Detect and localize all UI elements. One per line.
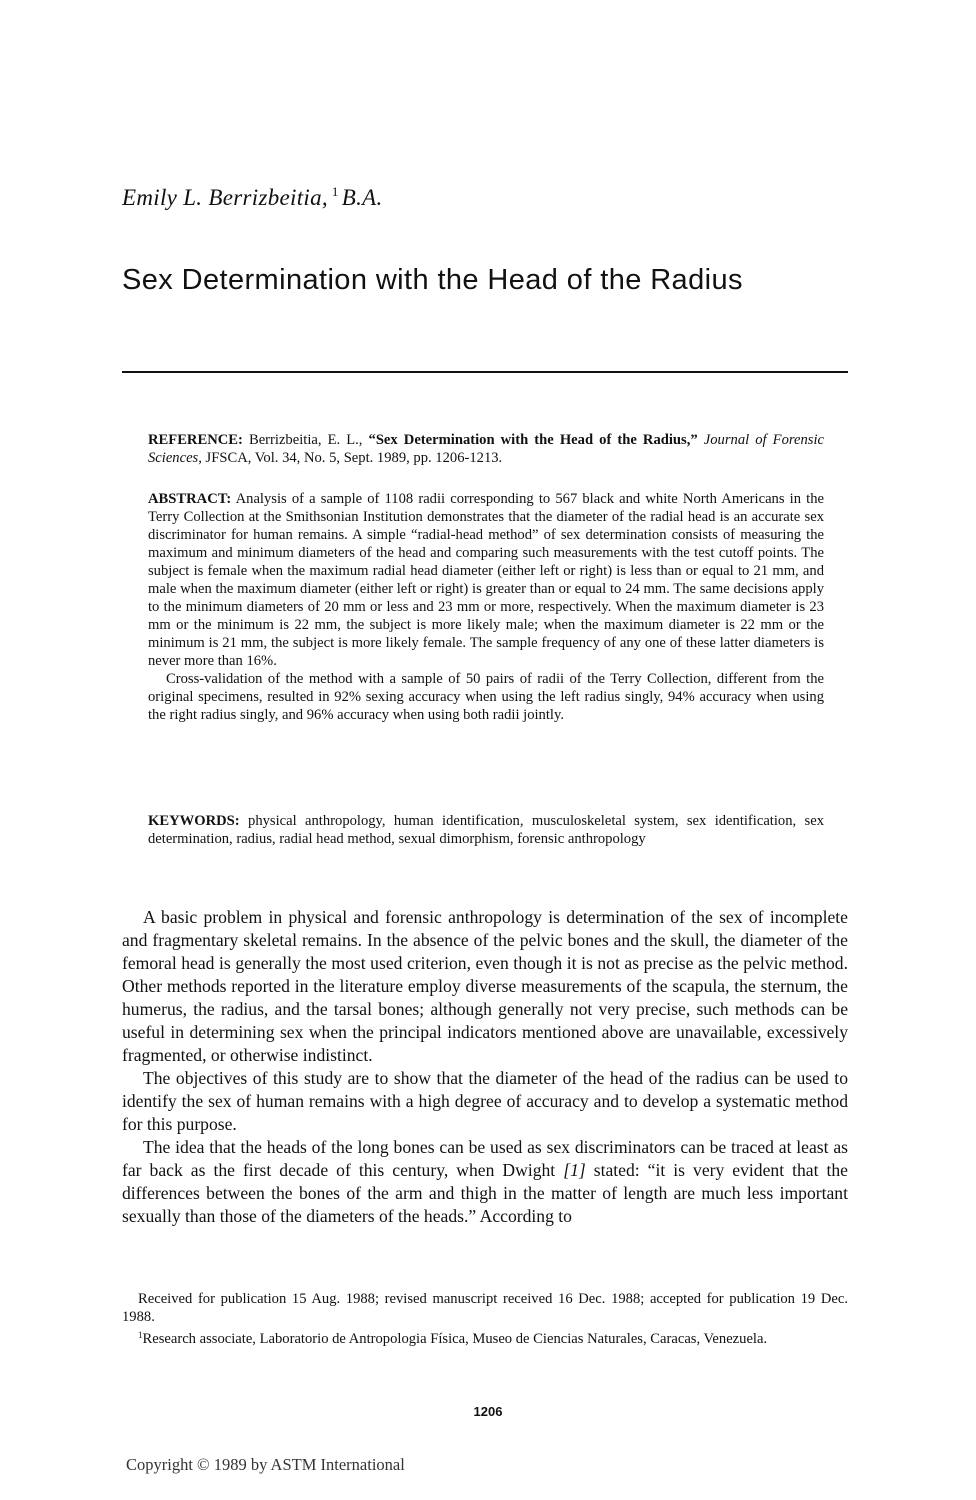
keywords-text: physical anthropology, human identification, musculoskeletal system, sex identification, sex determination, radius, radial head method, sexual dimorphism, forensic anthropology [148,813,824,847]
author-degree: B.A. [341,185,383,210]
copyright-notice: Copyright © 1989 by ASTM International [126,1455,405,1474]
footnote-affiliation: Research associate, Laboratorio de Antropologia Física, Museo de Ciencias Naturales, Caracas, Venezuela. [142,1331,768,1347]
reference-block [148,431,824,467]
title-divider [122,371,848,373]
author-line [122,184,383,211]
body-paragraph-3-start: The idea that the heads of the long bones can be used as sex discriminators can be traced at least as far back as the first decade of this century, when Dwight [122,1137,848,1180]
abstract-block [148,490,824,724]
author-name: Emily L. Berrizbeitia, [122,185,328,210]
footnotes [122,1290,848,1348]
citation-1: [1] [563,1160,586,1180]
footnote-affiliation-line [122,1326,848,1348]
abstract-label: ABSTRACT: [148,491,232,507]
reference-journal: Journal of Forensic Sciences, [148,432,825,466]
page-number: 1206 [473,1404,503,1419]
body-paragraph-3 [122,1136,848,1228]
body-paragraph-1: A basic problem in physical and forensic anthropology is determination of the sex of incomplete and fragmentary skeletal remains. In the absence of the pelvic bones and the skull, the diameter of the femoral head is generally the most used criterion, even though it is not as precise as the pelvic method. Other methods reported in the literature employ diverse measurements of the scapula, the sternum, the humerus, the radius, and the tarsal bones; although generally not very precise, such methods can be useful in determining sex when the principal indicators mentioned above are unavailable, excessively fragmented, or otherwise indistinct. [122,907,848,1065]
reference-details: JFSCA, Vol. 34, No. 5, Sept. 1989, pp. 1206-1213. [205,450,503,466]
paper-title: Sex Determination with the Head of the Radius [122,264,743,296]
abstract-paragraph-2: Cross-validation of the method with a sample of 50 pairs of radii of the Terry Collection, different from the original specimens, resulted in 92% sexing accuracy when using the left radius singly, 94% accuracy when using the right radius singly, and 96% accuracy when using both radii jointly. [148,671,824,723]
abstract-paragraph-1: Analysis of a sample of 1108 radii corresponding to 567 black and white North Americans in the Terry Collection at the Smithsonian Institution demonstrates that the diameter of the radial head is an accurate sex discriminator for human remains. A simple “radial-head method” of sex determination consists of measuring the maximum and minimum diameters of the head and comparing such measurements with the test cutoff points. The subject is female when the maximum radial head diameter (either left or right) is less than or equal to 21 mm, and male when the maximum diameter (either left or right) is greater than or equal to 24 mm. The same decisions apply to the minimum diameters of 20 mm or less and 23 mm or more, respectively. When the maximum diameter is 23 mm or the minimum is 22 mm, the subject is more likely male; when the maximum diameter is 22 mm or the minimum is 21 mm, the subject is more likely female. The sample frequency of any one of these latter diameters is never more than 16%. [148,491,824,669]
body-paragraph-3-end: stated: “it is very evident that the differences between the bones of the arm and thigh in the matter of length are much less important sexually than those of the diameters of the heads.” According to [122,1160,848,1226]
body-text [122,906,848,1228]
footnote-received: Received for publication 15 Aug. 1988; revised manuscript received 16 Dec. 1988; accepted for publication 19 Dec. 1988. [122,1291,848,1325]
author-footnote-mark: 1 [331,184,339,199]
footnote-mark: 1 [138,1330,143,1340]
reference-article-title: “Sex Determination with the Head of the Radius,” [368,432,698,448]
reference-authors: Berrizbeitia, E. L., [248,432,369,448]
reference-label: REFERENCE: [148,432,243,448]
keywords-label: KEYWORDS: [148,813,240,829]
keywords-block [148,812,824,848]
body-paragraph-2: The objectives of this study are to show that the diameter of the head of the radius can be used to identify the sex of human remains with a high degree of accuracy and to develop a systematic method for this purpose. [122,1068,848,1134]
